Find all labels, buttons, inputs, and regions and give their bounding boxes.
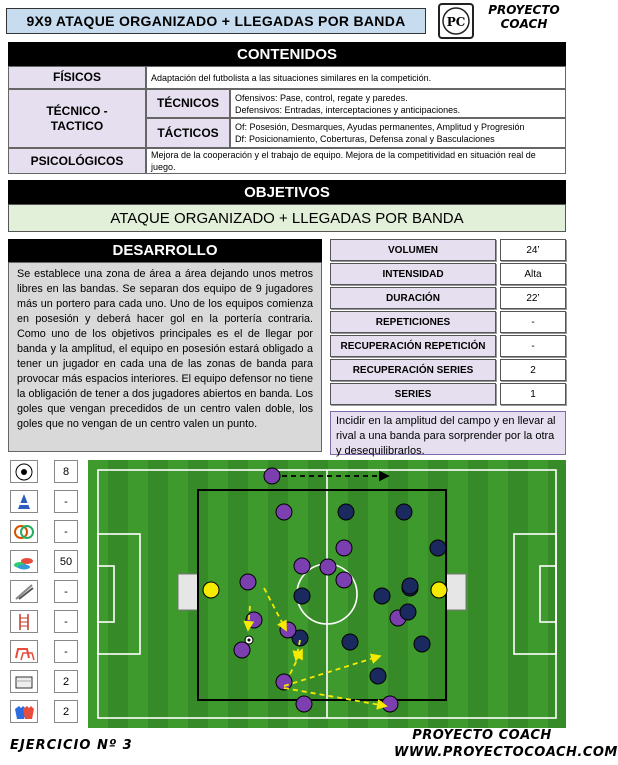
svg-text:PC: PC bbox=[446, 15, 466, 29]
tecnico-tactico-label: TÉCNICO - TACTICO bbox=[8, 89, 146, 148]
ball-icon bbox=[245, 636, 253, 644]
attacker bbox=[336, 540, 352, 556]
right-goal bbox=[446, 574, 466, 610]
tacticos-label: TÁCTICOS bbox=[146, 118, 230, 148]
param-label: SERIES bbox=[330, 383, 496, 405]
param-value: - bbox=[500, 335, 566, 357]
material-quantity: 8 bbox=[54, 460, 78, 483]
psicologicos-text: Mejora de la cooperación y el trabajo de equipo. Mejora de la competitividad en situación real de juego. bbox=[146, 148, 566, 174]
param-label: REPETICIONES bbox=[330, 311, 496, 333]
parameters-table bbox=[330, 239, 566, 407]
mini-goal-icon bbox=[10, 670, 38, 693]
fisicos-text: Adaptación del futbolista a las situaciones similares en la competición. bbox=[146, 66, 566, 89]
attacker bbox=[320, 559, 336, 575]
goalkeeper bbox=[203, 582, 219, 598]
material-quantity: - bbox=[54, 490, 78, 513]
param-label: INTENSIDAD bbox=[330, 263, 496, 285]
poles-icon bbox=[10, 580, 38, 603]
brand-footer: PROYECTO COACH WWW.PROYECTOCOACH.COM bbox=[394, 728, 618, 760]
param-value: 24’ bbox=[500, 239, 566, 261]
material-quantity: 2 bbox=[54, 670, 78, 693]
hoops-icon bbox=[10, 520, 38, 543]
desarrollo-text: Se establece una zona de área a área dejando unos metros libres en las bandas. Se separan dos equipo de 9 jugadores más un portero para cada uno. Uno de los equipos comienza en posesión y deberá hacer gol en la portería contraria. Como uno de los objetivos principales es el de llegar por banda y la amplitud, el equipo en posesión estará obligado a tener un jugador en cada una de las zonas de banda para provocar más espacios interiores. El equipo defensor no tiene la obligación de tener a dos jugadores abiertos en banda. Los goles que vengan precedidos de un centro valen doble, los goles que no vengan de un centro valen un punto. bbox=[8, 262, 322, 452]
material-quantity: - bbox=[54, 580, 78, 603]
material-quantity: 50 bbox=[54, 550, 78, 573]
hurdles-icon bbox=[10, 640, 38, 663]
objetivo-text: ATAQUE ORGANIZADO + LLEGADAS POR BANDA bbox=[8, 204, 566, 232]
material-quantity: - bbox=[54, 640, 78, 663]
param-value: 2 bbox=[500, 359, 566, 381]
fisicos-label: FÍSICOS bbox=[8, 66, 146, 89]
param-label: DURACIÓN bbox=[330, 287, 496, 309]
attacker bbox=[276, 674, 292, 690]
param-value: Alta bbox=[500, 263, 566, 285]
goalkeeper bbox=[431, 582, 447, 598]
material-quantity: - bbox=[54, 520, 78, 543]
tecnicos-label: TÉCNICOS bbox=[146, 89, 230, 118]
defender bbox=[374, 588, 390, 604]
defender bbox=[430, 540, 446, 556]
logo-icon bbox=[438, 3, 474, 39]
bibs-icon bbox=[10, 700, 38, 723]
param-label: RECUPERACIÓN REPETICIÓN bbox=[330, 335, 496, 357]
attacker bbox=[234, 642, 250, 658]
markers-icon bbox=[10, 550, 38, 573]
desarrollo-heading: DESARROLLO bbox=[8, 239, 322, 262]
param-value: 1 bbox=[500, 383, 566, 405]
defender bbox=[294, 588, 310, 604]
defender bbox=[370, 668, 386, 684]
attacker bbox=[336, 572, 352, 588]
defender bbox=[402, 578, 418, 594]
defender bbox=[342, 634, 358, 650]
ladder-icon bbox=[10, 610, 38, 633]
param-value: - bbox=[500, 311, 566, 333]
exercise-number: EJERCICIO Nº 3 bbox=[10, 738, 133, 753]
tacticos-text: Of: Posesión, Desmarques, Ayudas permanentes, Amplitud y Progresión Df: Posicionamiento, Coberturas, Defensa zonal y Basculaciones bbox=[230, 118, 566, 148]
material-quantity: - bbox=[54, 610, 78, 633]
cone-icon bbox=[10, 490, 38, 513]
attacker bbox=[276, 504, 292, 520]
defender bbox=[396, 504, 412, 520]
defender bbox=[414, 636, 430, 652]
attacker bbox=[264, 468, 280, 484]
attacker bbox=[382, 696, 398, 712]
left-goal bbox=[178, 574, 198, 610]
param-label: RECUPERACIÓN SERIES bbox=[330, 359, 496, 381]
objetivos-heading: OBJETIVOS bbox=[8, 180, 566, 204]
attacker bbox=[240, 574, 256, 590]
material-quantity: 2 bbox=[54, 700, 78, 723]
psicologicos-label: PSICOLÓGICOS bbox=[8, 148, 146, 174]
materials-list bbox=[10, 460, 80, 730]
coach-note: Incidir en la amplitud del campo y en llevar al rival a una banda para sorprender por la otra y desequilibrarlos. bbox=[330, 411, 566, 455]
attacker bbox=[294, 558, 310, 574]
exercise-title: 9X9 ATAQUE ORGANIZADO + LLEGADAS POR BANDA bbox=[6, 8, 426, 34]
defender bbox=[338, 504, 354, 520]
contenidos-heading: CONTENIDOS bbox=[8, 42, 566, 66]
attacker bbox=[296, 696, 312, 712]
tecnicos-text: Ofensivos: Pase, control, regate y paredes. Defensivos: Entradas, interceptaciones y anticipaciones. bbox=[230, 89, 566, 118]
defender bbox=[400, 604, 416, 620]
brand-logo: PROYECTO COACH bbox=[488, 3, 560, 31]
pitch-diagram bbox=[88, 460, 566, 728]
param-value: 22’ bbox=[500, 287, 566, 309]
param-label: VOLUMEN bbox=[330, 239, 496, 261]
ball-icon bbox=[10, 460, 38, 483]
